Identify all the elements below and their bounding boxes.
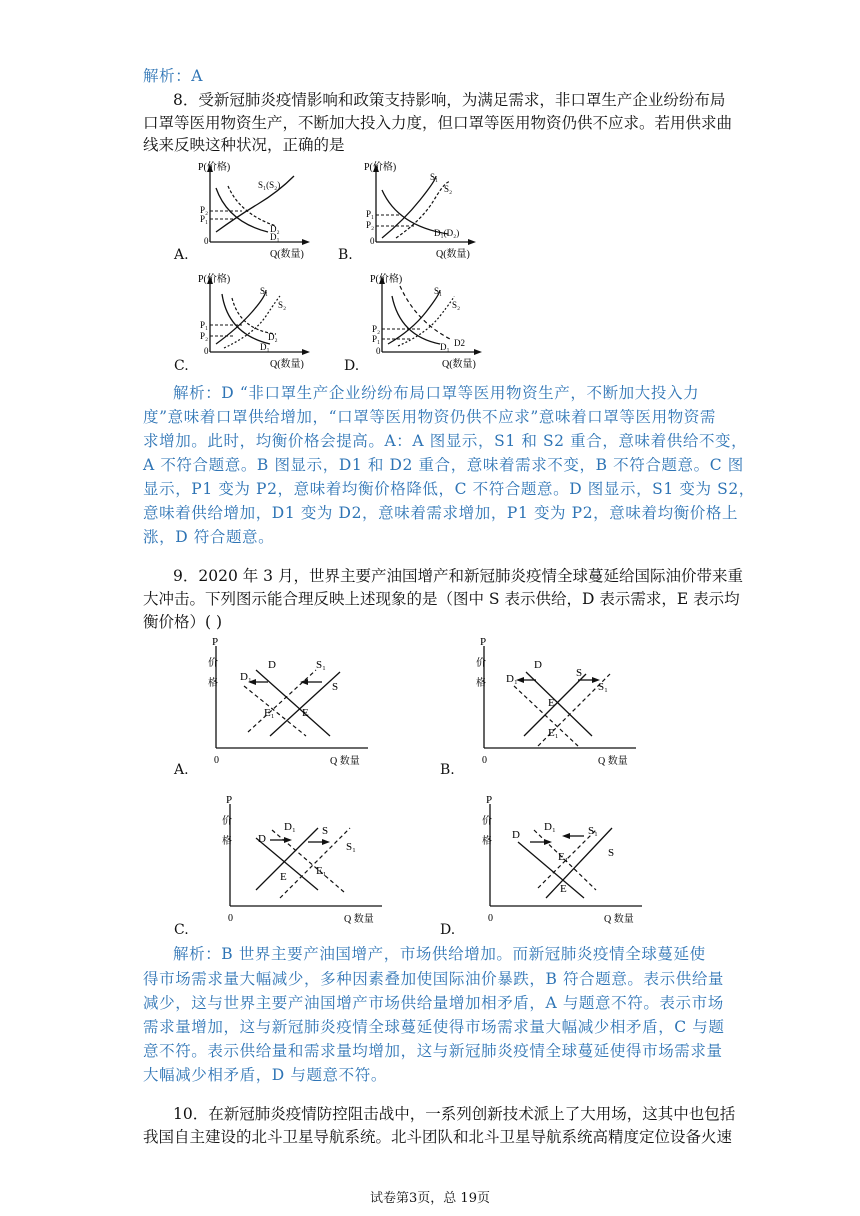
svg-text:D: D — [258, 833, 266, 845]
y-axis-label: P(价格) — [198, 162, 231, 173]
q9-graph-c — [212, 794, 402, 924]
svg-text:P(价格): P(价格) — [364, 162, 397, 173]
q9-line-3: 衡价格）( ) — [143, 613, 223, 631]
q9-analysis-line-3: 减少，这与世界主要产油国增产市场供给量增加相矛盾，A 与题意不符。表示市场 — [143, 994, 724, 1012]
svg-text:P₂: P₂ — [200, 205, 209, 215]
svg-text:P₁: P₁ — [200, 214, 209, 224]
q9-analysis-line-6: 大幅减少相矛盾，D 与题意不符。 — [143, 1066, 387, 1084]
q8-analysis-line-2: 度”意味着口罩供给增加，“口罩等医用物资仍供不应求”意味着口罩等医用物资需 — [143, 408, 716, 426]
svg-text:E: E — [302, 707, 309, 719]
svg-text:E: E — [280, 871, 287, 883]
svg-text:D2: D2 — [454, 338, 465, 348]
q9-option-c: C. — [174, 922, 189, 938]
svg-text:P(价格): P(价格) — [198, 274, 231, 285]
svg-text:0: 0 — [488, 913, 493, 924]
svg-text:Q 数量: Q 数量 — [598, 756, 628, 767]
svg-text:D₂: D₂ — [270, 224, 280, 234]
svg-text:D: D — [268, 659, 276, 671]
svg-text:E₁: E₁ — [558, 851, 569, 863]
svg-text:P: P — [486, 794, 493, 806]
q9-line-2: 大冲击。下列图示能合理反映上述现象的是（图中 S 表示供给，D 表示需求，E 表示均 — [143, 590, 740, 608]
previous-answer: 解析：A — [143, 67, 204, 85]
svg-text:D₁: D₁ — [506, 673, 518, 685]
svg-text:P₂: P₂ — [200, 331, 209, 341]
svg-text:D₁: D₁ — [260, 342, 270, 352]
q8-graph-c — [198, 272, 318, 372]
q9-analysis-line-4: 需求量增加，这与新冠肺炎疫情全球蔓延使得市场需求量大幅减少相矛盾，C 与题 — [143, 1018, 725, 1036]
svg-text:S: S — [576, 667, 583, 679]
svg-text:E: E — [548, 697, 555, 709]
q9-option-d: D. — [440, 922, 456, 938]
svg-text:D₁: D₁ — [270, 232, 280, 242]
svg-text:价: 价 — [222, 816, 232, 827]
svg-text:S₂: S₂ — [452, 300, 461, 310]
svg-text:0: 0 — [482, 755, 487, 766]
q9-analysis-line-2: 得市场需求量大幅减少，多种因素叠加使国际油价暴跌，B 符合题意。表示供给量 — [143, 970, 725, 988]
svg-text:S: S — [322, 825, 329, 837]
q8-option-d: D. — [344, 358, 360, 374]
svg-text:P: P — [480, 636, 487, 648]
q8-analysis-line-4: A 不符合题意。B 图显示，D1 和 D2 重合，意味着需求不变，B 不符合题意。C 图 — [143, 456, 744, 474]
q10-line-1: 10．在新冠肺炎疫情防控阻击战中，一系列创新技术派上了大用场，这其中也包括 — [173, 1105, 736, 1123]
svg-text:Q 数量: Q 数量 — [330, 756, 360, 767]
svg-text:价: 价 — [476, 658, 486, 669]
svg-text:格: 格 — [208, 678, 218, 689]
svg-text:0: 0 — [376, 346, 381, 356]
svg-text:D: D — [512, 829, 520, 841]
q8-line-2: 口罩等医用物资生产，不断加大投入力度，但口罩等医用物资仍供不应求。若用供求曲 — [143, 114, 733, 132]
q10-line-2: 我国自主建设的北斗卫星导航系统。北斗团队和北斗卫星导航系统高精度定位设备火速 — [143, 1128, 733, 1146]
svg-text:Q(数量): Q(数量) — [436, 249, 470, 260]
q9-analysis-line-1: 解析：B 世界主要产油国增产，市场供给增加。而新冠肺炎疫情全球蔓延使 — [173, 945, 706, 963]
svg-text:S₂: S₂ — [444, 184, 453, 194]
svg-text:D₁: D₁ — [240, 671, 252, 683]
svg-text:P: P — [226, 794, 233, 806]
q8-analysis-line-6: 意味着供给增加，D1 变为 D2，意味着需求增加，P1 变为 P2，意味着均衡价格上 — [143, 504, 739, 522]
x-axis-label: Q(数量) — [270, 249, 304, 260]
svg-text:Q 数量: Q 数量 — [344, 914, 374, 925]
svg-text:0: 0 — [204, 346, 209, 356]
q8-graph-d — [370, 272, 490, 372]
q8-line-3: 线来反映这种状况，正确的是 — [143, 136, 345, 154]
q9-graph-b — [466, 636, 656, 766]
q8-option-c: C. — [174, 358, 189, 374]
svg-text:P: P — [212, 636, 219, 648]
svg-text:S₁: S₁ — [430, 172, 439, 182]
q9-option-b: B. — [440, 762, 455, 778]
svg-text:S₁: S₁ — [316, 659, 326, 671]
svg-text:D₁: D₁ — [440, 342, 450, 352]
svg-text:S₂: S₂ — [278, 300, 287, 310]
q8-analysis-line-5: 显示，P1 变为 P2，意味着均衡价格降低，C 不符合题意。D 图显示，S1 变为 S2， — [143, 480, 755, 498]
svg-text:格: 格 — [222, 836, 232, 847]
svg-text:S₁: S₁ — [588, 825, 598, 837]
svg-text:P₁: P₁ — [372, 334, 381, 344]
svg-text:E: E — [560, 883, 567, 895]
page-footer: 试卷第3页，总 19页 — [370, 1191, 490, 1206]
svg-text:格: 格 — [476, 678, 486, 689]
svg-text:S₁: S₁ — [260, 286, 269, 296]
q8-option-a: A. — [174, 247, 189, 263]
svg-text:E₁: E₁ — [548, 727, 559, 739]
svg-text:P(价格): P(价格) — [370, 274, 403, 285]
svg-text:Q(数量): Q(数量) — [442, 359, 476, 370]
svg-text:E₁: E₁ — [316, 865, 327, 877]
svg-text:Q(数量): Q(数量) — [270, 359, 304, 370]
svg-text:E₁: E₁ — [264, 707, 275, 719]
svg-text:S₁: S₁ — [346, 841, 356, 853]
svg-text:0: 0 — [370, 236, 375, 246]
svg-text:0: 0 — [204, 236, 209, 246]
svg-text:S₁: S₁ — [434, 286, 443, 296]
svg-text:D₁: D₁ — [284, 821, 296, 833]
svg-text:P₂: P₂ — [372, 324, 381, 334]
svg-text:S: S — [608, 847, 615, 859]
svg-text:D: D — [534, 659, 542, 671]
q9-graph-a — [198, 636, 388, 766]
svg-text:S₁(S₂): S₁(S₂) — [258, 180, 281, 190]
svg-text:D₁: D₁ — [544, 821, 556, 833]
q8-option-b: B. — [338, 247, 353, 263]
svg-text:0: 0 — [228, 913, 233, 924]
svg-text:D₁(D₂): D₁(D₂) — [434, 228, 460, 238]
svg-text:S: S — [332, 681, 339, 693]
svg-text:格: 格 — [482, 836, 492, 847]
svg-text:D₂: D₂ — [268, 332, 278, 342]
q9-option-a: A. — [174, 762, 189, 778]
q8-analysis-line-7: 涨，D 符合题意。 — [143, 528, 275, 546]
svg-text:价: 价 — [482, 816, 492, 827]
q8-graph-a — [198, 160, 318, 260]
q8-graph-b — [364, 160, 484, 260]
q8-line-1: 8．受新冠肺炎疫情影响和政策支持影响，为满足需求，非口罩生产企业纷纷布局 — [173, 91, 726, 109]
q9-graph-d — [472, 794, 662, 924]
svg-text:Q 数量: Q 数量 — [604, 914, 634, 925]
svg-text:P₁: P₁ — [366, 209, 375, 219]
svg-text:P₂: P₂ — [366, 220, 375, 230]
svg-text:S₁: S₁ — [598, 681, 608, 693]
svg-text:P₁: P₁ — [200, 320, 209, 330]
svg-text:价: 价 — [208, 658, 218, 669]
q8-analysis-line-1: 解析：D “非口罩生产企业纷纷布局口罩等医用物资生产，不断加大投入力 — [173, 384, 700, 402]
q8-analysis-line-3: 求增加。此时，均衡价格会提高。A：A 图显示，S1 和 S2 重合，意味着供给不变， — [143, 432, 748, 450]
q9-line-1: 9．2020 年 3 月，世界主要产油国增产和新冠肺炎疫情全球蔓延给国际油价带来重 — [173, 567, 743, 585]
q9-analysis-line-5: 意不符。表示供给量和需求量均增加，这与新冠肺炎疫情全球蔓延使得市场需求量 — [143, 1042, 723, 1060]
svg-text:0: 0 — [214, 755, 219, 766]
